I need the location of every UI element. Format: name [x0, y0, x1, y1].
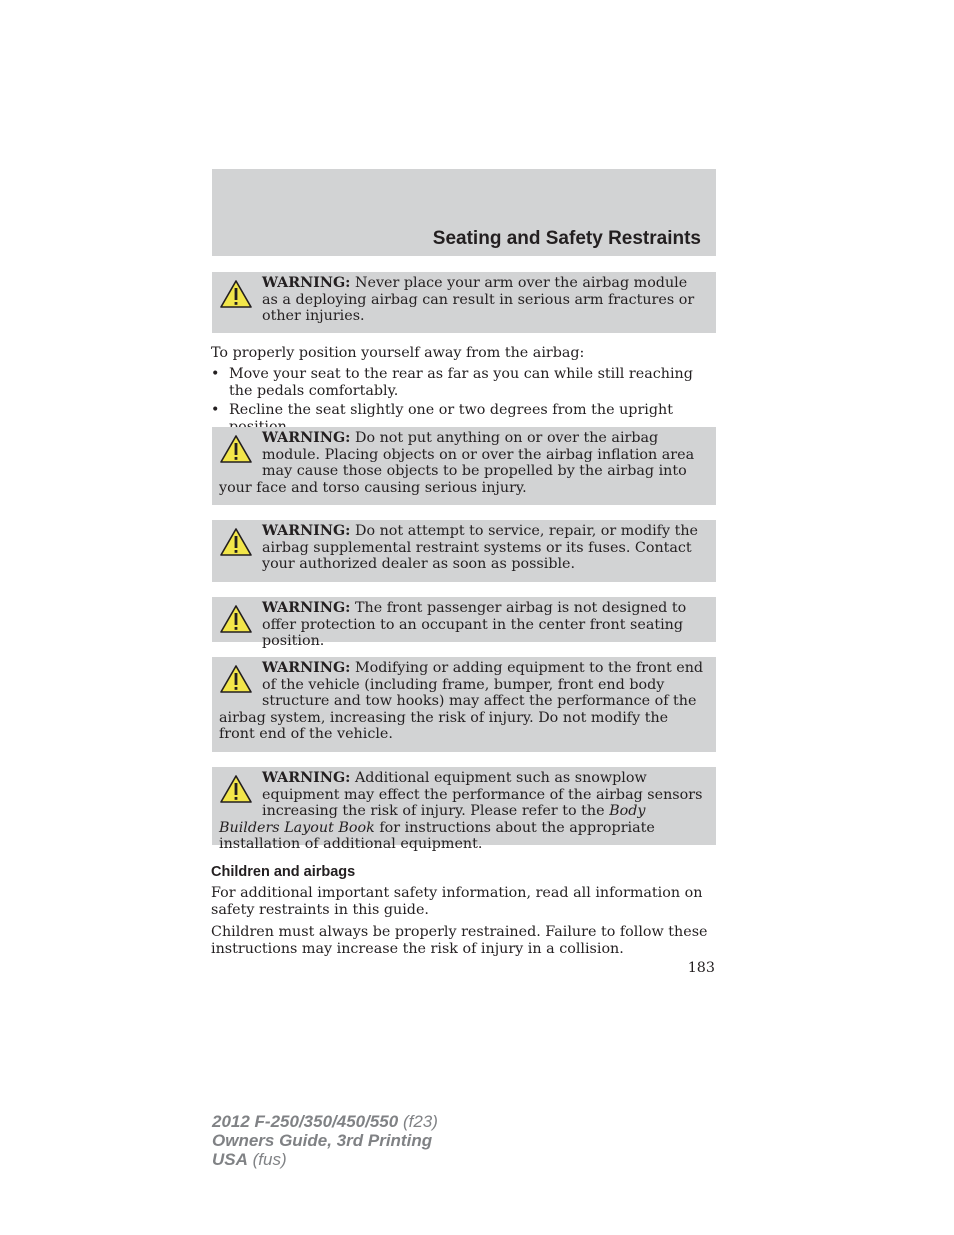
warning-text: Never place your arm over the airbag module as a deploying airbag can result in serious arm fractures or other injuries. — [262, 275, 695, 325]
book-title: Body Builders Layout Book — [219, 803, 646, 836]
warning-text: for instructions about the appropriate installation of additional equipment. — [219, 819, 655, 853]
paragraph: Children must always be properly restrained. Failure to follow these instructions may increase the risk of injury in a collision. — [211, 924, 708, 957]
warning-label: WARNING: — [262, 275, 351, 291]
page-number: 183 — [687, 960, 715, 976]
bullet-icon: • — [211, 366, 220, 382]
list-item — [211, 366, 716, 399]
footer-model-code: (f23) — [402, 1112, 438, 1131]
warning-triangle-icon — [219, 604, 253, 634]
footer-model: 2012 F-250/350/450/550 — [212, 1112, 399, 1131]
warning-box — [212, 597, 716, 650]
footer-guide: Owners Guide, 3rd Printing — [212, 1131, 433, 1150]
warning-triangle-icon — [219, 774, 253, 804]
warning-label: WARNING: — [262, 600, 351, 616]
warning-label: WARNING: — [262, 523, 351, 539]
paragraph: For additional important safety information, read all information on safety restraints in this guide. — [211, 885, 703, 918]
footer-info — [212, 1112, 438, 1169]
warning-box — [212, 657, 716, 752]
section-heading: Children and airbags — [211, 864, 356, 880]
section-title: Seating and Safety Restraints — [432, 228, 701, 249]
warning-triangle-icon — [219, 279, 253, 309]
warning-box — [212, 427, 716, 505]
section-header-band — [212, 169, 716, 256]
warning-text: Modifying or adding equipment to the front end of the vehicle (including frame, bumper, front end body structure and tow hooks) may affect the performance of the airbag system, increasing the risk of injury. Do not modify the front end of the vehicle. — [219, 660, 704, 743]
warning-box — [212, 767, 716, 853]
warning-triangle-icon — [219, 527, 253, 557]
footer-region: USA — [212, 1150, 248, 1169]
warning-box — [212, 272, 716, 333]
warning-text: Do not put anything on or over the airbag module. Placing objects on or over the airbag inflation area may cause those objects to be propelled by the airbag into your face and torso causing serious injury. — [219, 430, 695, 496]
warning-text: The front passenger airbag is not designed to offer protection to an occupant in the center front seating position. — [262, 600, 687, 650]
warning-text: Additional equipment such as snowplow equipment may effect the performance of the airbag sensors increasing the risk of injury. Please refer to the — [262, 770, 703, 820]
list-item-text: Move your seat to the rear as far as you can while still reaching the pedals comfortably. — [229, 366, 693, 399]
warning-text: Do not attempt to service, repair, or modify the airbag supplemental restraint systems or its fuses. Contact your authorized dealer as soon as possible. — [262, 523, 699, 573]
warning-label: WARNING: — [262, 660, 351, 676]
warning-label: WARNING: — [262, 770, 351, 786]
warning-label: WARNING: — [262, 430, 351, 446]
footer-region-code: (fus) — [252, 1150, 287, 1169]
intro-text: To properly position yourself away from the airbag: — [211, 345, 585, 361]
warning-box — [212, 520, 716, 582]
list-item-text: Recline the seat slightly one or two degrees from the upright — [229, 402, 673, 418]
warning-triangle-icon — [219, 664, 253, 694]
bullet-icon: • — [211, 402, 220, 418]
warning-triangle-icon — [219, 434, 253, 464]
